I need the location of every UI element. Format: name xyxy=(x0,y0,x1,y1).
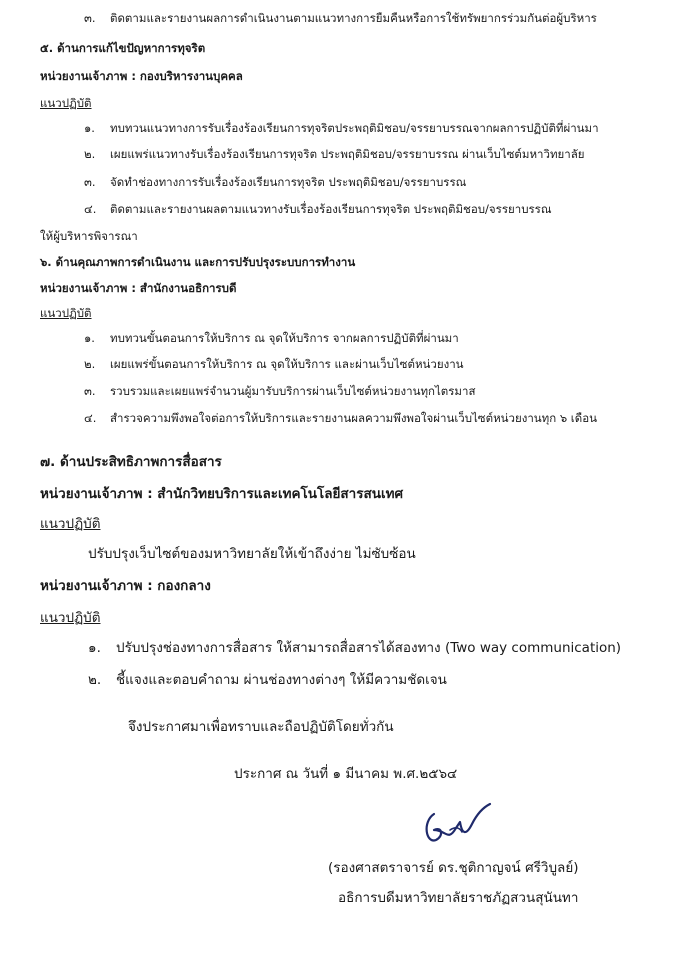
section-7-item-2 xyxy=(88,670,447,690)
item-number: ๑. xyxy=(88,640,101,656)
section-5-item-4 xyxy=(84,201,552,217)
announcement-text: จึงประกาศมาเพื่อทราบและถือปฏิบัติโดยทั่วกัน xyxy=(128,719,394,735)
item-text: ติดตามและรายงานผลการดำเนินงานตามแนวทางการยืมคืนหรือการใช้ทรัพยากรร่วมกันต่อผู้บริหาร xyxy=(110,11,597,25)
section-6-host-unit: หน่วยงานเจ้าภาพ : สำนักงานอธิการบดี xyxy=(40,281,237,295)
item-number: ๓. xyxy=(84,11,96,25)
item-text: ทบทวนแนวทางการรับเรื่องร้องเรียนการทุจริตประพฤติมิชอบ/จรรยาบรรณจากผลการปฏิบัติที่ผ่านมา xyxy=(110,121,599,135)
s4-item-3 xyxy=(84,10,597,26)
item-text: จัดทำช่องทางการรับเรื่องร้องเรียนการทุจริต ประพฤติมิชอบ/จรรยาบรรณ xyxy=(110,175,467,189)
item-text: สำรวจความพึงพอใจต่อการให้บริการและรายงานผลความพึงพอใจผ่านเว็บไซต์หน่วยงานทุก ๖ เดือน xyxy=(110,411,597,425)
section-6-item-4 xyxy=(84,410,597,426)
section-6-guideline-label: แนวปฏิบัติ xyxy=(40,306,92,320)
section-5-heading: ๕. ด้านการแก้ไขปัญหาการทุจริต xyxy=(40,41,206,55)
item-text: ทบทวนขั้นตอนการให้บริการ ณ จุดให้บริการ จากผลการปฏิบัติที่ผ่านมา xyxy=(110,331,459,345)
item-number: ๔. xyxy=(84,411,97,425)
section-6-item-2 xyxy=(84,356,464,372)
section-7-item-1 xyxy=(88,638,621,658)
section-7-guideline-1-text: ปรับปรุงเว็บไซต์ของมหาวิทยาลัยให้เข้าถึงง่าย ไม่ซับซ้อน xyxy=(88,546,416,562)
section-6-heading: ๖. ด้านคุณภาพการดำเนินงาน และการปรับปรุงระบบการทำงาน xyxy=(40,255,356,269)
item-text: เผยแพร่ขั้นตอนการให้บริการ ณ จุดให้บริการ และผ่านเว็บไซต์หน่วยงาน xyxy=(110,357,464,371)
section-7-host-unit-2: หน่วยงานเจ้าภาพ : กองกลาง xyxy=(40,578,211,594)
section-5-item-2 xyxy=(84,146,585,162)
section-7-guideline-label-2: แนวปฏิบัติ xyxy=(40,610,101,626)
announcement-date: ประกาศ ณ วันที่ ๑ มีนาคม พ.ศ.๒๕๖๔ xyxy=(234,766,458,782)
item-number: ๒. xyxy=(88,672,102,688)
section-5-item-3 xyxy=(84,174,466,190)
item-text: ปรับปรุงช่องทางการสื่อสาร ให้สามารถสื่อสารได้สองทาง (Two way communication) xyxy=(116,640,622,656)
item-number: ๒. xyxy=(84,147,96,161)
section-7-guideline-label-1: แนวปฏิบัติ xyxy=(40,516,101,532)
section-7-heading: ๗. ด้านประสิทธิภาพการสื่อสาร xyxy=(40,454,222,470)
item-number: ๑. xyxy=(84,121,95,135)
item-number: ๓. xyxy=(84,175,96,189)
section-7-host-unit-1: หน่วยงานเจ้าภาพ : สำนักวิทยบริการและเทคโนโลยีสารสนเทศ xyxy=(40,486,404,502)
item-number: ๒. xyxy=(84,357,96,371)
section-5-item-1 xyxy=(84,120,599,136)
signature-image xyxy=(420,800,495,852)
item-number: ๑. xyxy=(84,331,95,345)
item-text: รวบรวมและเผยแพร่จำนวนผู้มารับบริการผ่านเว็บไซต์หน่วยงานทุกไตรมาส xyxy=(110,384,476,398)
section-5-item-4-continuation: ให้ผู้บริหารพิจารณา xyxy=(40,229,138,243)
section-6-item-3 xyxy=(84,383,475,399)
section-5-guideline-label: แนวปฏิบัติ xyxy=(40,96,92,110)
signer-title: อธิการบดีมหาวิทยาลัยราชภัฏสวนสุนันทา xyxy=(338,890,579,906)
item-number: ๔. xyxy=(84,202,97,216)
item-number: ๓. xyxy=(84,384,96,398)
section-6-item-1 xyxy=(84,330,459,346)
signer-name: (รองศาสตราจารย์ ดร.ชุติกาญจน์ ศรีวิบูลย์) xyxy=(328,860,579,876)
section-5-host-unit: หน่วยงานเจ้าภาพ : กองบริหารงานบุคคล xyxy=(40,69,243,83)
item-text: ชี้แจงและตอบคำถาม ผ่านช่องทางต่างๆ ให้มีความชัดเจน xyxy=(116,672,447,688)
item-text: ติดตามและรายงานผลตามแนวทางรับเรื่องร้องเรียนการทุจริต ประพฤติมิชอบ/จรรยาบรรณ xyxy=(110,202,552,216)
item-text: เผยแพร่แนวทางรับเรื่องร้องเรียนการทุจริต ประพฤติมิชอบ/จรรยาบรรณ ผ่านเว็บไซต์มหาวิทยาลัย xyxy=(110,147,585,161)
